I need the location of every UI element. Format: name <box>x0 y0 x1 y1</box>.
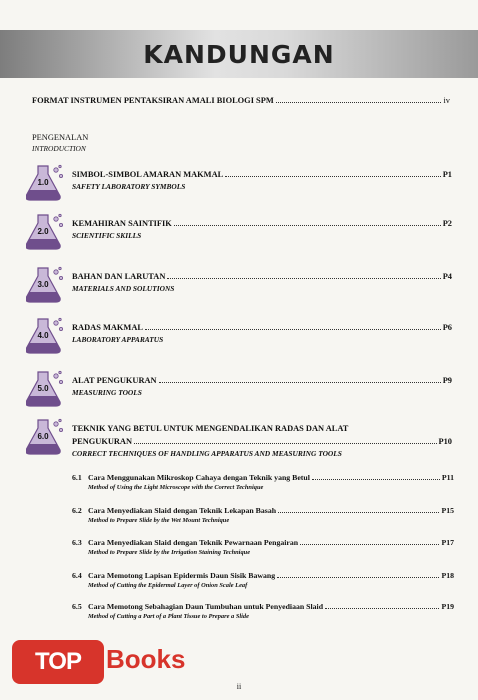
section-number: 6.0 <box>37 432 49 441</box>
flask-icon <box>26 317 66 355</box>
toc-subsection-label: Cara Menyediakan Slaid dengan Teknik Lekapan Basah <box>88 506 277 515</box>
subsection-number: 6.2 <box>72 506 82 515</box>
section-number: 2.0 <box>37 227 49 236</box>
toc-section-label: RADAS MAKMAL <box>72 323 143 332</box>
toc-format[interactable] <box>32 96 450 105</box>
toc-intro-sub: INTRODUCTION <box>32 144 86 153</box>
toc-section-sub: LABORATORY APPARATUS <box>72 335 164 344</box>
toc-intro-label: PENGENALAN <box>32 133 89 142</box>
toc-subsection-sub: Method of Using the Light Microscope with the Correct Technique <box>88 484 264 491</box>
toc-subsection-sub: Method of Cutting a Part of a Plant Tissue to Prepare a Slide <box>88 613 249 620</box>
toc-subsection-page: P18 <box>441 571 454 580</box>
toc-section-label-line2: PENGUKURAN <box>72 437 133 446</box>
section-number: 1.0 <box>37 178 49 187</box>
subsection-number: 6.3 <box>72 538 82 547</box>
toc-section-label: BAHAN DAN LARUTAN <box>72 272 166 281</box>
toc-subsection-label: Cara Menyediakan Slaid dengan Teknik Pewarnaan Pengairan <box>88 538 299 547</box>
logo-books: Books <box>106 644 186 674</box>
toc-subsection-6.1[interactable] <box>88 473 454 482</box>
flask-icon <box>26 213 66 251</box>
flask-icon <box>26 164 66 202</box>
toc-subsection-page: P17 <box>441 538 454 547</box>
flask-icon <box>26 418 66 456</box>
toc-subsection-page: P15 <box>441 506 454 515</box>
toc-subsection-sub: Method of Cutting the Epidermal Layer of Onion Scale Leaf <box>88 582 248 589</box>
toc-section-5.0[interactable] <box>72 376 452 385</box>
toc-subsection-sub: Method to Prepare Slide by the Irrigation Staining Technique <box>88 549 251 556</box>
toc-section-label: SIMBOL-SIMBOL AMARAN MAKMAL <box>72 170 224 179</box>
flask-icon <box>26 266 66 304</box>
toc-subsection-page: P11 <box>441 473 454 482</box>
flask-icon <box>26 370 66 408</box>
leader-dots <box>134 437 436 444</box>
toc-section-page: P9 <box>442 376 452 385</box>
subsection-number: 6.4 <box>72 571 82 580</box>
toc-subsection-6.2[interactable] <box>88 506 454 515</box>
toc-section-page: P10 <box>438 437 452 446</box>
leader-dots <box>225 170 440 177</box>
toc-section-label: ALAT PENGUKURAN <box>72 376 157 385</box>
toc-format-page: iv <box>443 96 450 105</box>
leader-dots <box>174 219 441 226</box>
toc-subsection-sub: Method to Prepare Slide by the Wet Mount Technique <box>88 517 230 524</box>
leader-dots <box>277 571 439 578</box>
toc-section-sub: SCIENTIFIC SKILLS <box>72 231 142 240</box>
subsection-number: 6.1 <box>72 473 82 482</box>
toc-section-page: P6 <box>442 323 452 332</box>
toc-section-label: KEMAHIRAN SAINTIFIK <box>72 219 172 228</box>
toc-section-page: P4 <box>442 272 452 281</box>
leader-dots <box>145 323 441 330</box>
toc-subsection-label: Cara Menggunakan Mikroskop Cahaya dengan Teknik yang Betul <box>88 473 310 482</box>
toc-subsection-6.3[interactable] <box>88 538 454 547</box>
toc-section-2.0[interactable] <box>72 219 452 228</box>
toc-section-4.0[interactable] <box>72 323 452 332</box>
section-number: 4.0 <box>37 331 49 340</box>
page-title: KANDUNGAN <box>143 40 335 69</box>
page-number: ii <box>236 682 242 691</box>
leader-dots <box>167 272 440 279</box>
toc-section-sub: CORRECT TECHNIQUES OF HANDLING APPARATUS AND MEASURING TOOLS <box>72 449 342 458</box>
toc-section-label-line1: TEKNIK YANG BETUL UNTUK MENGENDALIKAN RADAS DAN ALAT <box>72 424 349 433</box>
toc-section-3.0[interactable] <box>72 272 452 281</box>
leader-dots <box>159 376 441 383</box>
section-number: 3.0 <box>37 280 49 289</box>
toc-subsection-label: Cara Memotong Sebahagian Daun Tumbuhan untuk Penyediaan Slaid <box>88 602 324 611</box>
section-number: 5.0 <box>37 384 49 393</box>
toc-section-page: P1 <box>442 170 452 179</box>
toc-section-6.0[interactable] <box>72 437 452 446</box>
toc-subsection-6.4[interactable] <box>88 571 454 580</box>
toc-subsection-6.5[interactable] <box>88 602 454 611</box>
toc-section-sub: SAFETY LABORATORY SYMBOLS <box>72 182 186 191</box>
leader-dots <box>325 602 439 609</box>
toc-section-sub: MATERIALS AND SOLUTIONS <box>72 284 175 293</box>
leader-dots <box>276 96 442 103</box>
toc-section-1.0[interactable] <box>72 170 452 179</box>
toc-section-page: P2 <box>442 219 452 228</box>
toc-section-sub: MEASURING TOOLS <box>72 388 142 397</box>
logo-top: TOP <box>12 640 104 684</box>
subsection-number: 6.5 <box>72 602 82 611</box>
leader-dots <box>278 506 439 513</box>
leader-dots <box>312 473 440 480</box>
toc-format-label: FORMAT INSTRUMEN PENTAKSIRAN AMALI BIOLOGI SPM <box>32 96 274 105</box>
toc-subsection-page: P19 <box>441 602 454 611</box>
toc-subsection-label: Cara Memotong Lapisan Epidermis Daun Sisik Bawang <box>88 571 276 580</box>
leader-dots <box>300 538 439 545</box>
